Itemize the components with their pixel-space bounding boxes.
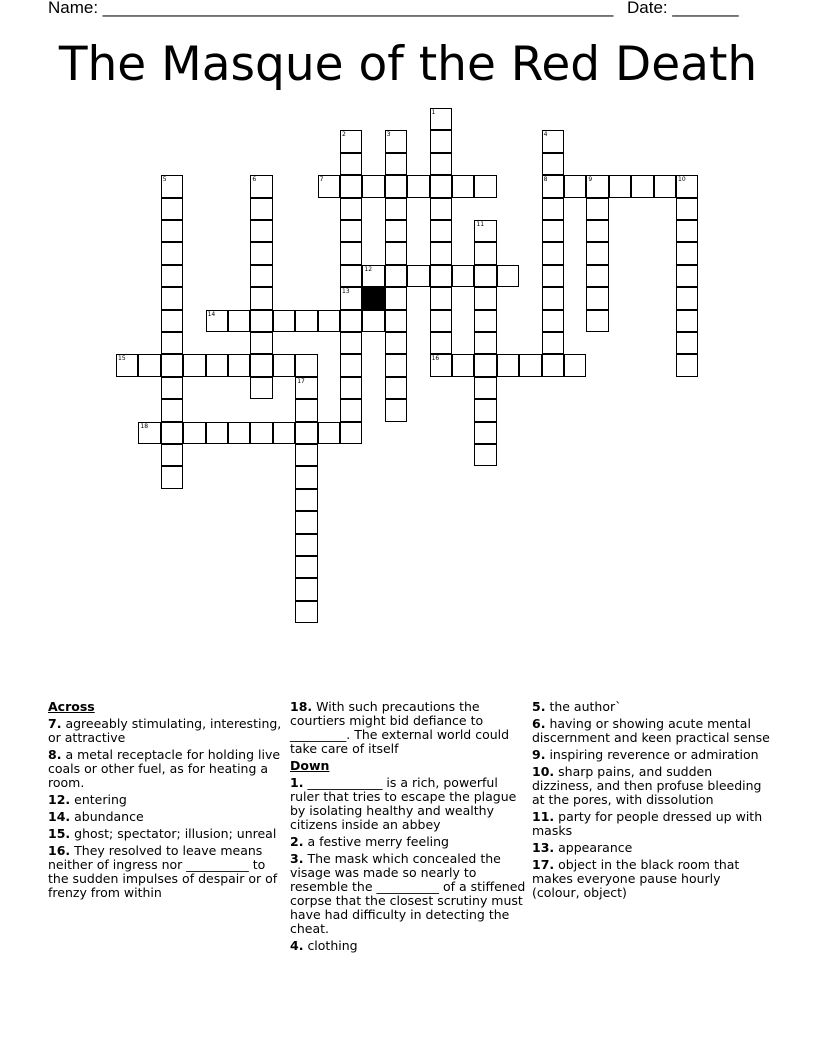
grid-cell[interactable] xyxy=(385,354,407,376)
grid-cell[interactable] xyxy=(228,354,250,376)
clue-number-label: 11. xyxy=(532,809,555,824)
black-square xyxy=(362,287,384,309)
grid-cell[interactable] xyxy=(474,332,496,354)
grid-cell[interactable] xyxy=(340,399,362,421)
down-clue xyxy=(532,765,772,807)
clue-text: They resolved to leave means neither of ingress nor __________ to the sudden impulses of despair or of frenzy from within xyxy=(48,843,278,900)
clue-number-label: 18. xyxy=(290,699,313,714)
grid-cell[interactable] xyxy=(250,377,272,399)
grid-cell[interactable] xyxy=(452,175,474,197)
down-clue xyxy=(290,852,530,936)
clue-text: clothing xyxy=(307,938,358,953)
grid-cell[interactable] xyxy=(340,310,362,332)
clue-number-label: 3. xyxy=(290,851,304,866)
grid-cell[interactable] xyxy=(676,287,698,309)
clue-number-label: 17. xyxy=(532,857,555,872)
grid-cell[interactable] xyxy=(295,399,317,421)
clue-number: 1 xyxy=(431,109,436,116)
grid-cell[interactable] xyxy=(474,265,496,287)
grid-cell[interactable] xyxy=(430,310,452,332)
grid-cell[interactable] xyxy=(542,198,564,220)
grid-cell[interactable] xyxy=(161,220,183,242)
grid-cell[interactable] xyxy=(340,354,362,376)
clue-column-1 xyxy=(48,700,288,903)
grid-cell[interactable] xyxy=(542,153,564,175)
grid-cell[interactable] xyxy=(564,175,586,197)
grid-cell[interactable] xyxy=(295,310,317,332)
clue-number: 2 xyxy=(342,131,346,139)
clue-text: party for people dressed up with masks xyxy=(532,809,763,838)
grid-cell[interactable] xyxy=(474,287,496,309)
grid-cell[interactable] xyxy=(474,444,496,466)
clue-text: The mask which concealed the visage was made so nearly to resemble the __________ of a stiffened corpse that the closest scrutiny must have had difficulty in detecting the cheat. xyxy=(290,851,526,936)
grid-cell[interactable] xyxy=(161,242,183,264)
clue-text: With such precautions the courtiers might bid defiance to _________. The external world could take care of itself xyxy=(290,699,510,756)
grid-cell[interactable] xyxy=(183,422,205,444)
grid-cell[interactable] xyxy=(474,399,496,421)
grid-cell[interactable] xyxy=(430,265,452,287)
grid-cell[interactable] xyxy=(318,310,340,332)
across-clue xyxy=(48,827,288,841)
grid-cell[interactable] xyxy=(586,265,608,287)
grid-cell[interactable] xyxy=(676,242,698,264)
clue-number: 4 xyxy=(543,131,548,139)
grid-cell[interactable] xyxy=(430,354,452,376)
grid-cell[interactable] xyxy=(340,175,362,197)
grid-cell[interactable] xyxy=(609,175,631,197)
grid-cell[interactable] xyxy=(295,444,317,466)
grid-cell[interactable] xyxy=(430,220,452,242)
across-heading: Across xyxy=(48,699,95,714)
clue-number: 14 xyxy=(207,310,216,318)
grid-cell[interactable] xyxy=(340,265,362,287)
grid-cell[interactable] xyxy=(586,175,608,197)
clue-text: object in the black room that makes everyone pause hourly (colour, object) xyxy=(532,857,740,900)
grid-cell[interactable] xyxy=(497,354,519,376)
grid-cell[interactable] xyxy=(676,354,698,376)
grid-cell[interactable] xyxy=(161,466,183,488)
clue-number-label: 7. xyxy=(48,716,62,731)
grid-cell[interactable] xyxy=(542,175,564,197)
grid-cell[interactable] xyxy=(116,354,138,376)
down-clue xyxy=(290,776,530,832)
grid-cell[interactable] xyxy=(362,310,384,332)
clue-text: ghost; spectator; illusion; unreal xyxy=(74,826,277,841)
clue-number: 13 xyxy=(342,288,350,296)
clue-text: abundance xyxy=(74,809,144,824)
grid-cell[interactable] xyxy=(430,108,452,130)
grid-cell[interactable] xyxy=(385,399,407,421)
across-clue xyxy=(48,793,288,807)
grid-cell[interactable] xyxy=(385,287,407,309)
grid-cell[interactable] xyxy=(474,310,496,332)
grid-cell[interactable] xyxy=(138,422,160,444)
across-clue xyxy=(48,717,288,745)
clue-number-label: 16. xyxy=(48,843,71,858)
grid-cell[interactable] xyxy=(250,198,272,220)
clue-number: 8 xyxy=(543,176,548,184)
grid-cell[interactable] xyxy=(430,198,452,220)
clue-number: 6 xyxy=(252,176,257,184)
grid-cell[interactable] xyxy=(250,332,272,354)
across-clue xyxy=(48,748,288,790)
grid-cell[interactable] xyxy=(161,332,183,354)
grid-cell[interactable] xyxy=(676,175,698,197)
grid-cell[interactable] xyxy=(183,354,205,376)
grid-cell[interactable] xyxy=(273,422,295,444)
down-clue xyxy=(290,835,530,849)
grid-cell[interactable] xyxy=(542,332,564,354)
down-heading: Down xyxy=(290,758,330,773)
grid-cell[interactable] xyxy=(340,422,362,444)
grid-cell[interactable] xyxy=(206,354,228,376)
clue-number-label: 4. xyxy=(290,938,304,953)
grid-cell[interactable] xyxy=(385,265,407,287)
grid-cell[interactable] xyxy=(206,422,228,444)
clue-number: 10 xyxy=(678,176,686,184)
grid-cell[interactable] xyxy=(273,310,295,332)
grid-cell[interactable] xyxy=(295,466,317,488)
grid-cell[interactable] xyxy=(250,175,272,197)
grid-cell[interactable] xyxy=(586,220,608,242)
grid-cell[interactable] xyxy=(250,265,272,287)
grid-cell[interactable] xyxy=(295,377,317,399)
clue-number: 9 xyxy=(588,176,593,184)
grid-cell[interactable] xyxy=(586,310,608,332)
grid-cell[interactable] xyxy=(654,175,676,197)
clue-number-label: 8. xyxy=(48,747,62,762)
grid-cell[interactable] xyxy=(385,332,407,354)
grid-cell[interactable] xyxy=(228,310,250,332)
grid-cell[interactable] xyxy=(586,198,608,220)
grid-cell[interactable] xyxy=(586,287,608,309)
grid-cell[interactable] xyxy=(250,354,272,376)
grid-cell[interactable] xyxy=(676,220,698,242)
grid-cell[interactable] xyxy=(542,310,564,332)
grid-cell[interactable] xyxy=(452,265,474,287)
clue-text: the author` xyxy=(549,699,622,714)
grid-cell[interactable] xyxy=(295,489,317,511)
clue-number: 11 xyxy=(476,221,485,228)
grid-cell[interactable] xyxy=(161,377,183,399)
clue-text: agreeably stimulating, interesting, or attractive xyxy=(48,716,282,745)
grid-cell[interactable] xyxy=(407,265,429,287)
clue-text: ____________ is a rich, powerful ruler that tries to escape the plague by isolating healthy and wealthy citizens inside an abbey xyxy=(290,775,517,832)
clue-number-label: 15. xyxy=(48,826,71,841)
grid-cell[interactable] xyxy=(474,422,496,444)
grid-cell[interactable] xyxy=(295,578,317,600)
clue-number: 3 xyxy=(386,131,391,139)
grid-cell[interactable] xyxy=(474,242,496,264)
grid-cell[interactable] xyxy=(474,175,496,197)
grid-cell[interactable] xyxy=(250,310,272,332)
clue-number: 7 xyxy=(319,176,324,184)
clue-text: sharp pains, and sudden dizziness, and then profuse bleeding at the pores, with dissolution xyxy=(532,764,762,807)
grid-cell[interactable] xyxy=(340,332,362,354)
clue-number-label: 6. xyxy=(532,716,546,731)
grid-cell[interactable] xyxy=(474,354,496,376)
clue-text: a festive merry feeling xyxy=(307,834,449,849)
grid-cell[interactable] xyxy=(474,220,496,242)
date-field: Date: _______ xyxy=(627,0,739,17)
grid-cell[interactable] xyxy=(250,242,272,264)
grid-cell[interactable] xyxy=(430,332,452,354)
grid-cell[interactable] xyxy=(542,242,564,264)
across-clue xyxy=(48,810,288,824)
grid-cell[interactable] xyxy=(340,242,362,264)
clue-number-label: 13. xyxy=(532,840,555,855)
grid-cell[interactable] xyxy=(161,399,183,421)
name-field: Name: ______________________________________________________ xyxy=(48,0,614,17)
grid-cell[interactable] xyxy=(676,265,698,287)
grid-cell[interactable] xyxy=(161,175,183,197)
grid-cell[interactable] xyxy=(631,175,653,197)
grid-cell[interactable] xyxy=(340,153,362,175)
grid-cell[interactable] xyxy=(497,265,519,287)
grid-cell[interactable] xyxy=(452,354,474,376)
clue-text: appearance xyxy=(558,840,633,855)
grid-cell[interactable] xyxy=(340,198,362,220)
grid-cell[interactable] xyxy=(430,242,452,264)
down-clue xyxy=(532,841,772,855)
grid-cell[interactable] xyxy=(228,422,250,444)
grid-cell[interactable] xyxy=(250,287,272,309)
grid-cell[interactable] xyxy=(206,310,228,332)
grid-cell[interactable] xyxy=(385,130,407,152)
clue-number-label: 2. xyxy=(290,834,304,849)
clue-number: 12 xyxy=(364,265,373,273)
clue-text: inspiring reverence or admiration xyxy=(549,747,759,762)
grid-cell[interactable] xyxy=(676,310,698,332)
grid-cell[interactable] xyxy=(385,310,407,332)
grid-cell[interactable] xyxy=(430,130,452,152)
clue-text: entering xyxy=(74,792,127,807)
down-clue xyxy=(532,717,772,745)
grid-cell[interactable] xyxy=(564,354,586,376)
clue-text: a metal receptacle for holding live coals or other fuel, as for heating a room. xyxy=(48,747,281,790)
grid-cell[interactable] xyxy=(295,422,317,444)
grid-cell[interactable] xyxy=(138,354,160,376)
grid-cell[interactable] xyxy=(676,332,698,354)
grid-cell[interactable] xyxy=(340,220,362,242)
grid-cell[interactable] xyxy=(161,310,183,332)
grid-cell[interactable] xyxy=(318,175,340,197)
grid-cell[interactable] xyxy=(385,377,407,399)
grid-cell[interactable] xyxy=(385,198,407,220)
grid-cell[interactable] xyxy=(340,377,362,399)
clue-column-2 xyxy=(290,700,530,956)
clue-number-label: 9. xyxy=(532,747,546,762)
down-clue xyxy=(532,748,772,762)
grid-cell[interactable] xyxy=(385,153,407,175)
across-clue xyxy=(48,844,288,900)
grid-cell[interactable] xyxy=(542,265,564,287)
grid-cell[interactable] xyxy=(340,287,362,309)
down-clue xyxy=(532,700,772,714)
grid-cell[interactable] xyxy=(519,354,541,376)
grid-cell[interactable] xyxy=(542,130,564,152)
grid-cell[interactable] xyxy=(542,287,564,309)
grid-cell[interactable] xyxy=(295,601,317,623)
grid-cell[interactable] xyxy=(385,242,407,264)
grid-cell[interactable] xyxy=(407,175,429,197)
clue-number: 5 xyxy=(162,176,167,184)
grid-cell[interactable] xyxy=(430,175,452,197)
clue-column-3 xyxy=(532,700,772,903)
grid-cell[interactable] xyxy=(542,220,564,242)
clue-text: having or showing acute mental discernment and keen practical sense xyxy=(532,716,770,745)
grid-cell[interactable] xyxy=(474,377,496,399)
clue-number: 18 xyxy=(140,422,149,430)
grid-cell[interactable] xyxy=(295,354,317,376)
grid-cell[interactable] xyxy=(273,354,295,376)
down-clue xyxy=(532,858,772,900)
grid-cell[interactable] xyxy=(385,175,407,197)
clue-number-label: 12. xyxy=(48,792,71,807)
clue-number: 16 xyxy=(431,355,440,363)
down-clue xyxy=(290,939,530,953)
grid-cell[interactable] xyxy=(385,220,407,242)
down-clue xyxy=(532,810,772,838)
clue-number: 15 xyxy=(118,355,126,363)
grid-cell[interactable] xyxy=(250,220,272,242)
grid-cell[interactable] xyxy=(295,556,317,578)
grid-cell[interactable] xyxy=(362,265,384,287)
grid-cell[interactable] xyxy=(362,175,384,197)
grid-cell[interactable] xyxy=(295,511,317,533)
grid-cell[interactable] xyxy=(676,198,698,220)
across-clue xyxy=(290,700,530,756)
clue-number-label: 5. xyxy=(532,699,546,714)
grid-cell[interactable] xyxy=(161,354,183,376)
clue-number-label: 10. xyxy=(532,764,555,779)
grid-cell[interactable] xyxy=(542,354,564,376)
grid-cell[interactable] xyxy=(161,422,183,444)
grid-cell[interactable] xyxy=(295,534,317,556)
grid-cell[interactable] xyxy=(161,265,183,287)
clue-number-label: 1. xyxy=(290,775,304,790)
grid-cell[interactable] xyxy=(161,198,183,220)
grid-cell[interactable] xyxy=(161,287,183,309)
clue-number-label: 14. xyxy=(48,809,71,824)
grid-cell[interactable] xyxy=(340,130,362,152)
grid-cell[interactable] xyxy=(318,422,340,444)
page-title: The Masque of the Red Death xyxy=(58,37,758,92)
grid-cell[interactable] xyxy=(161,444,183,466)
grid-cell[interactable] xyxy=(430,153,452,175)
grid-cell[interactable] xyxy=(430,287,452,309)
grid-cell[interactable] xyxy=(250,422,272,444)
grid-cell[interactable] xyxy=(586,242,608,264)
clue-number: 17 xyxy=(297,377,305,385)
